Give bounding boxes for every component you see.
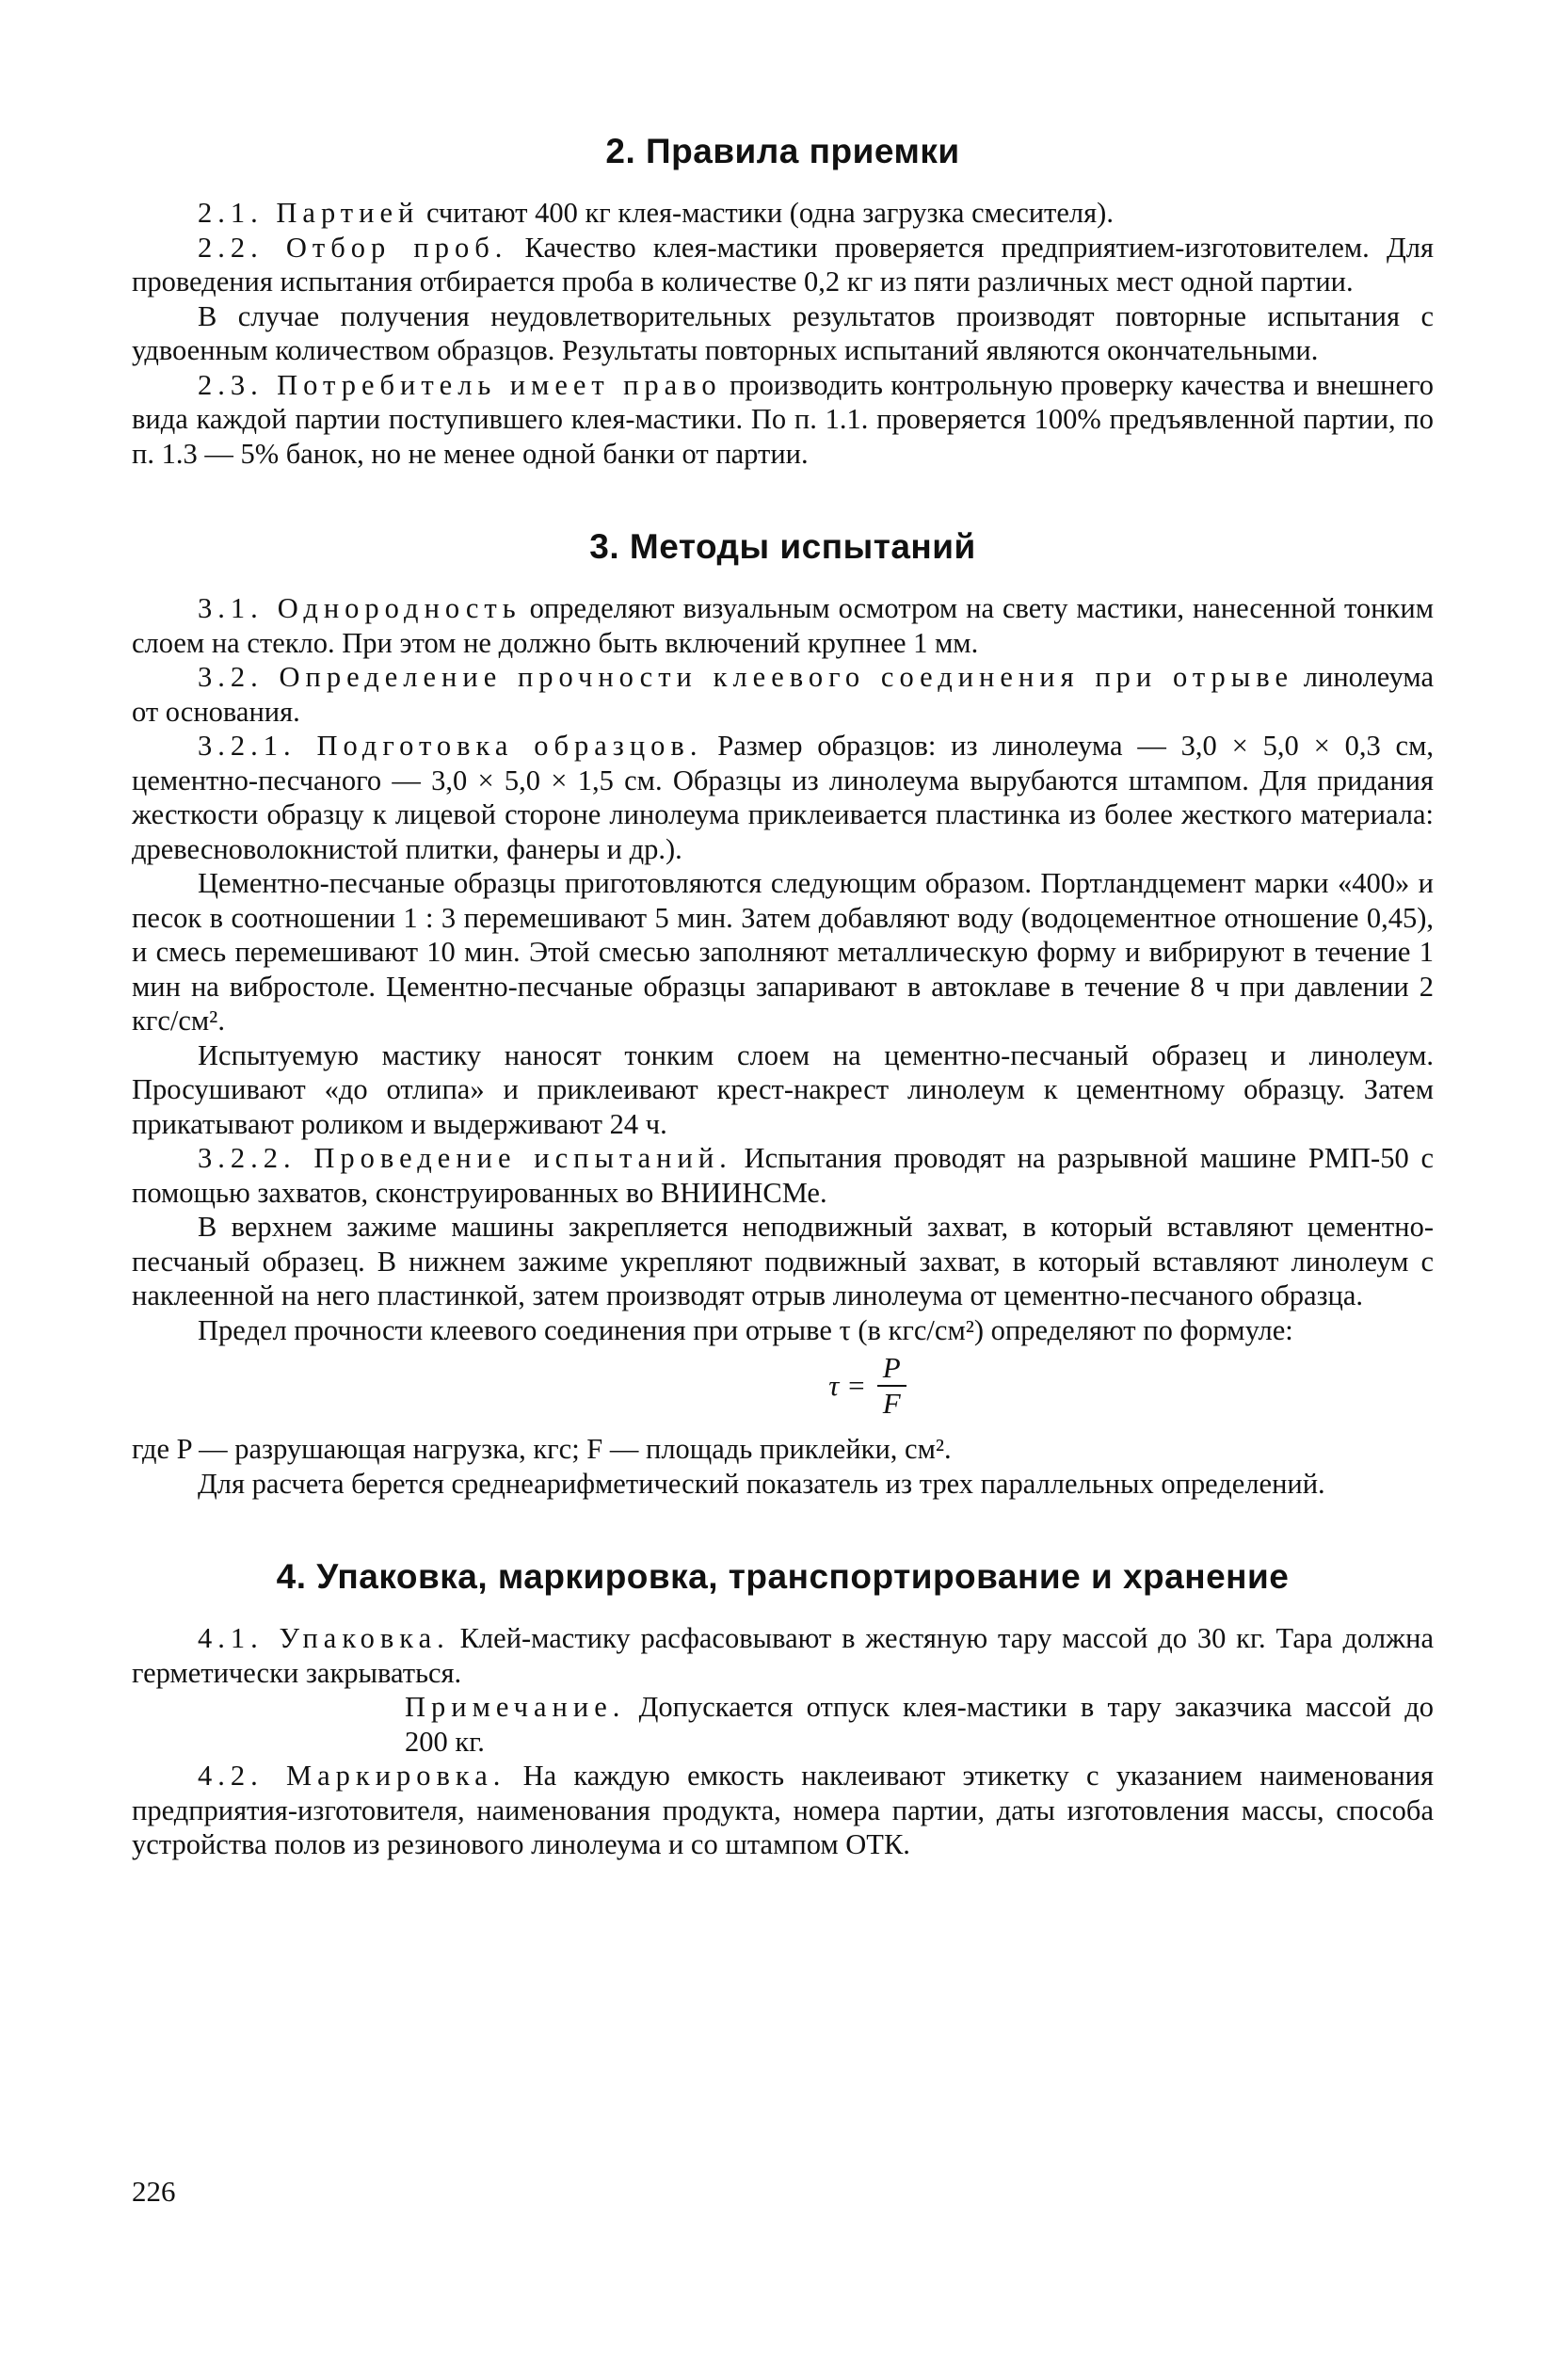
paragraph-2-2-repeat: В случае получения неудовлетворительных результатов производят повторные испытания с удвоенным количеством образцов. Результаты повторных испытаний являются окончательными.: [132, 299, 1434, 366]
strength-formula: [301, 1351, 1434, 1426]
formula-lhs: τ =: [828, 1369, 867, 1402]
term-4-1: 4.1. Упаковка.: [198, 1622, 450, 1654]
paragraph-2-2: 2.2. Отбор проб. Качество клея-мастики проверяется предприятием-изготовителем. Для проведения испытания отбирается проба в количестве 0,2 кг из пяти различных мест одной партии.: [132, 231, 1434, 298]
formula-denominator: F: [882, 1387, 901, 1420]
term-3-2-2: 3.2.2. Проведение испытаний.: [198, 1142, 732, 1174]
paragraph-2-3: 2.3. Потребитель имеет право производить контрольную проверку качества и внешнего вида каждой партии поступившего клея-мастики. По п. 1.1. проверяется 100% предъявленной партии, по п. 1.3 — 5% банок, но не менее одной банки от партии.: [132, 368, 1435, 470]
section-4-heading: 4. Упаковка, маркировка, транспортирование и хранение: [276, 1557, 1290, 1596]
paragraph-3-1: 3.1. Однородность определяют визуальным осмотром на свету мастики, нанесенной тонким слоем на стекло. При этом не должно быть включений крупнее 1 мм.: [132, 592, 1435, 659]
paragraph-clamps: В верхнем зажиме машины закрепляется неподвижный захват, в который вставляют цементно-песчаный образец. В нижнем зажиме укрепляют подвижный захват, в который вставляют линолеум с наклеенной на него пластинкой, затем производят отрыв линолеума от цементно-песчаного образца.: [132, 1211, 1434, 1311]
paragraph-formula-legend: где P — разрушающая нагрузка, кгс; F — площадь приклейки, см².: [132, 1433, 952, 1465]
term-3-2: 3.2. Определение прочности клеевого соединения при отрыве: [198, 661, 1294, 693]
term-2-1: 2.1. Партией: [198, 197, 420, 229]
term-3-1: 3.1. Однородность: [198, 592, 521, 624]
term-3-2-1: 3.2.1. Подготовка образцов.: [198, 730, 703, 762]
note-label: Примечание.: [405, 1691, 626, 1723]
paragraph-cement-samples: Цементно-песчаные образцы приготовляются следующим образом. Портландцемент марки «400» и песок в соотношении 1 : 3 перемешивают 5 мин. Затем добавляют воду (водоцементное отношение 0,45), и смесь перемешивают 10 мин. Этой смесью заполняют металлическую форму и вибрируют в течение 1 мин на вибростоле. Цементно-песчаные образцы запаривают в автоклаве в течение 8 ч при давлении 2 кгс/см².: [132, 867, 1434, 1037]
paragraph-3-2-2: 3.2.2. Проведение испытаний. Испытания проводят на разрывной машине РМП-50 с помощью захватов, сконструированных во ВНИИНСМе.: [132, 1142, 1434, 1209]
term-4-2: 4.2. Маркировка.: [198, 1760, 506, 1792]
paragraph-4-1: 4.1. Упаковка. Клей-мастику расфасовывают в жестяную тару массой до 30 кг. Тара должна герметически закрываться.: [132, 1622, 1434, 1689]
term-2-2: 2.2. Отбор проб.: [198, 231, 508, 264]
section-3-heading: 3. Методы испытаний: [589, 527, 976, 566]
paragraph-3-2-1: 3.2.1. Подготовка образцов. Размер образцов: из линолеума — 3,0 × 5,0 × 0,3 см, цементно-песчаного — 3,0 × 5,0 × 1,5 см. Образцы из линолеума вырубаются штампом. Для придания жесткости образцу к лицевой стороне линолеума приклеивается пластинка из более жесткого материала: древесноволокнистой плитки, фанеры и др.).: [132, 730, 1434, 865]
paragraph-strength-limit: Предел прочности клеевого соединения при отрыве τ (в кгс/см²) определяют по формуле:: [198, 1313, 1293, 1346]
paragraph-calculation: Для расчета берется среднеарифметический показатель из трех параллельных определений.: [198, 1467, 1325, 1500]
formula-numerator: P: [877, 1351, 906, 1387]
formula-fraction: [877, 1351, 906, 1421]
term-2-3: 2.3. Потребитель имеет право: [198, 368, 722, 401]
page-number: 226: [132, 2175, 176, 2208]
paragraph-4-2: 4.2. Маркировка. На каждую емкость наклеивают этикетку с указанием наименования предприятия-изготовителя, наименования продукта, номера партии, даты изготовления массы, способа устройства полов из резинового линолеума и со штампом ОТК.: [132, 1760, 1434, 1860]
section-2-heading: 2. Правила приемки: [605, 132, 960, 170]
paragraph-mastic-application: Испытуемую мастику наносят тонким слоем на цементно-песчаный образец и линолеум. Просушивают «до отлипа» и приклеивают крест-накрест линолеум к цементному образцу. Затем прикатывают роликом и выдерживают 24 ч.: [132, 1038, 1434, 1140]
paragraph-2-1: 2.1. Партией считают 400 кг клея-мастики (одна загрузка смесителя).: [198, 197, 1114, 229]
note-paragraph: Примечание. Допускается отпуск клея-мастики в тару заказчика массой до 200 кг.: [405, 1691, 1434, 1758]
paragraph-3-2: 3.2. Определение прочности клеевого соединения при отрыве линолеума от основания.: [132, 661, 1434, 728]
